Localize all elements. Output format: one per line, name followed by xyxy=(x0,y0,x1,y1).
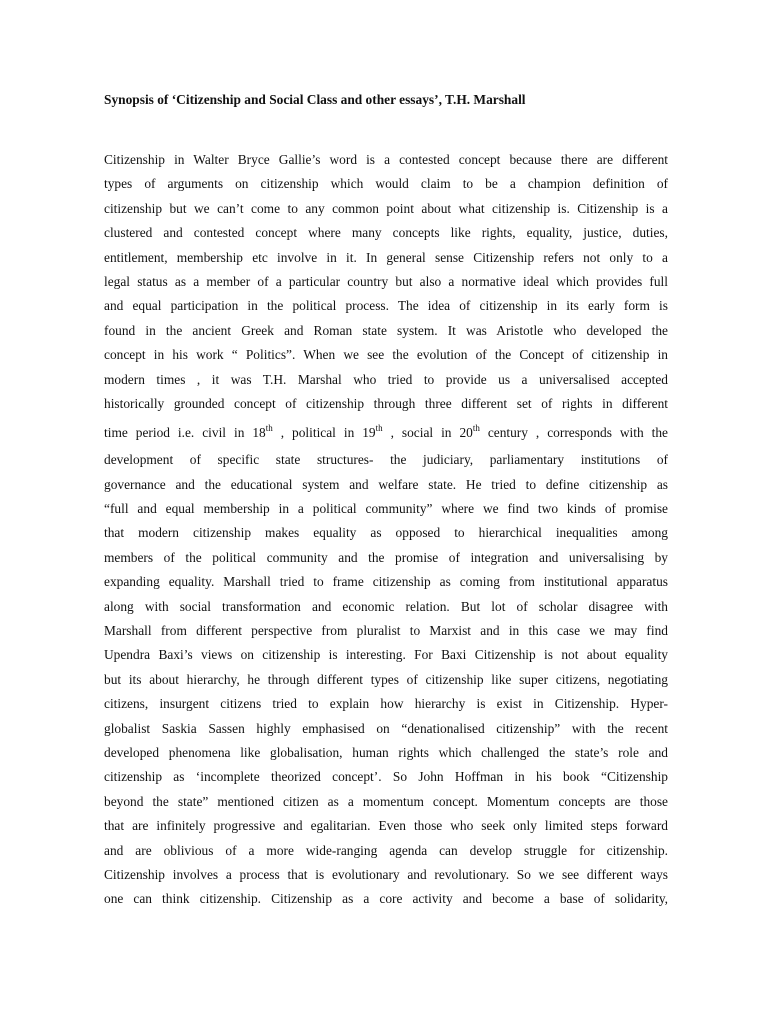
document-title: Synopsis of ‘Citizenship and Social Class and other essays’, T.H. Marshall xyxy=(104,92,526,107)
text-line: concept in his work “ Politics”. When we see the evolution of the Concept of citizenship in xyxy=(104,347,668,363)
text-line: that are infinitely progressive and egalitarian. Even those who seek only limited steps forward xyxy=(104,818,668,834)
text-line: citizens, insurgent citizens tried to explain how hierarchy is exist in Citizenship. Hyper- xyxy=(104,696,668,712)
text-line: that modern citizenship makes equality as opposed to hierarchical inequalities among xyxy=(104,525,668,541)
line-segment: , political in 19 xyxy=(272,425,376,441)
text-line: legal status as a member of a particular country but also a normative ideal which provides full xyxy=(104,273,668,289)
text-line: citizenship as ‘incomplete theorized concept’. So John Hoffman in his book “Citizenship xyxy=(104,769,668,785)
text-line: entitlement, membership etc involve in it. In general sense Citizenship refers not only to a xyxy=(104,249,668,265)
text-line: and are oblivious of a more wide-ranging agenda can develop struggle for citizenship. xyxy=(104,842,668,858)
document-body xyxy=(104,148,668,912)
ordinal-suffix: th xyxy=(472,422,480,433)
line-segment: , social in 20 xyxy=(382,425,473,441)
text-line: members of the political community and the promise of integration and universalising by xyxy=(104,549,668,565)
text-line-with-ordinals xyxy=(104,416,668,448)
text-line: along with social transformation and economic relation. But lot of scholar disagree with xyxy=(104,598,668,614)
text-line: but its about hierarchy, he through different types of citizenship like super citizens, negotiating xyxy=(104,671,668,687)
ordinal-suffix: th xyxy=(375,422,383,433)
text-line: Upendra Baxi’s views on citizenship is interesting. For Baxi Citizenship is not about equality xyxy=(104,647,668,663)
line-segment: century , corresponds with the xyxy=(479,425,668,441)
text-line: “full and equal membership in a political community” where we find two kinds of promise xyxy=(104,501,668,517)
text-line: clustered and contested concept where many concepts like rights, equality, justice, duties, xyxy=(104,225,668,241)
text-line: Citizenship in Walter Bryce Gallie’s word is a contested concept because there are different xyxy=(104,152,668,167)
text-line: one can think citizenship. Citizenship as a core activity and become a base of solidarity, xyxy=(104,891,668,907)
text-line: citizenship but we can’t come to any common point about what citizenship is. Citizenship is a xyxy=(104,200,668,216)
text-line: types of arguments on citizenship which would claim to be a champion definition of xyxy=(104,176,668,192)
text-line: development of specific state structures- the judiciary, parliamentary institutions of xyxy=(104,452,668,468)
line-segment: time period i.e. civil in 18 xyxy=(104,425,266,441)
text-line: historically grounded concept of citizenship through three different set of rights in different xyxy=(104,395,668,411)
text-line: found in the ancient Greek and Roman state system. It was Aristotle who developed the xyxy=(104,322,668,338)
text-line: expanding equality. Marshall tried to frame citizenship as coming from institutional apparatus xyxy=(104,574,668,590)
text-line: modern times , it was T.H. Marshal who tried to provide us a universalised accepted xyxy=(104,371,668,387)
text-line: Marshall from different perspective from pluralist to Marxist and in this case we may find xyxy=(104,623,668,639)
text-line: globalist Saskia Sassen highly emphasised on “denationalised citizenship” with the recent xyxy=(104,720,668,736)
text-line: beyond the state” mentioned citizen as a momentum concept. Momentum concepts are those xyxy=(104,793,668,809)
ordinal-suffix: th xyxy=(265,422,273,433)
text-line: and equal participation in the political process. The idea of citizenship in its early form is xyxy=(104,298,668,314)
text-line: Citizenship involves a process that is evolutionary and revolutionary. So we see different ways xyxy=(104,866,668,882)
text-line: developed phenomena like globalisation, human rights which challenged the state’s role and xyxy=(104,744,668,760)
text-line: governance and the educational system and welfare state. He tried to define citizenship as xyxy=(104,476,668,492)
